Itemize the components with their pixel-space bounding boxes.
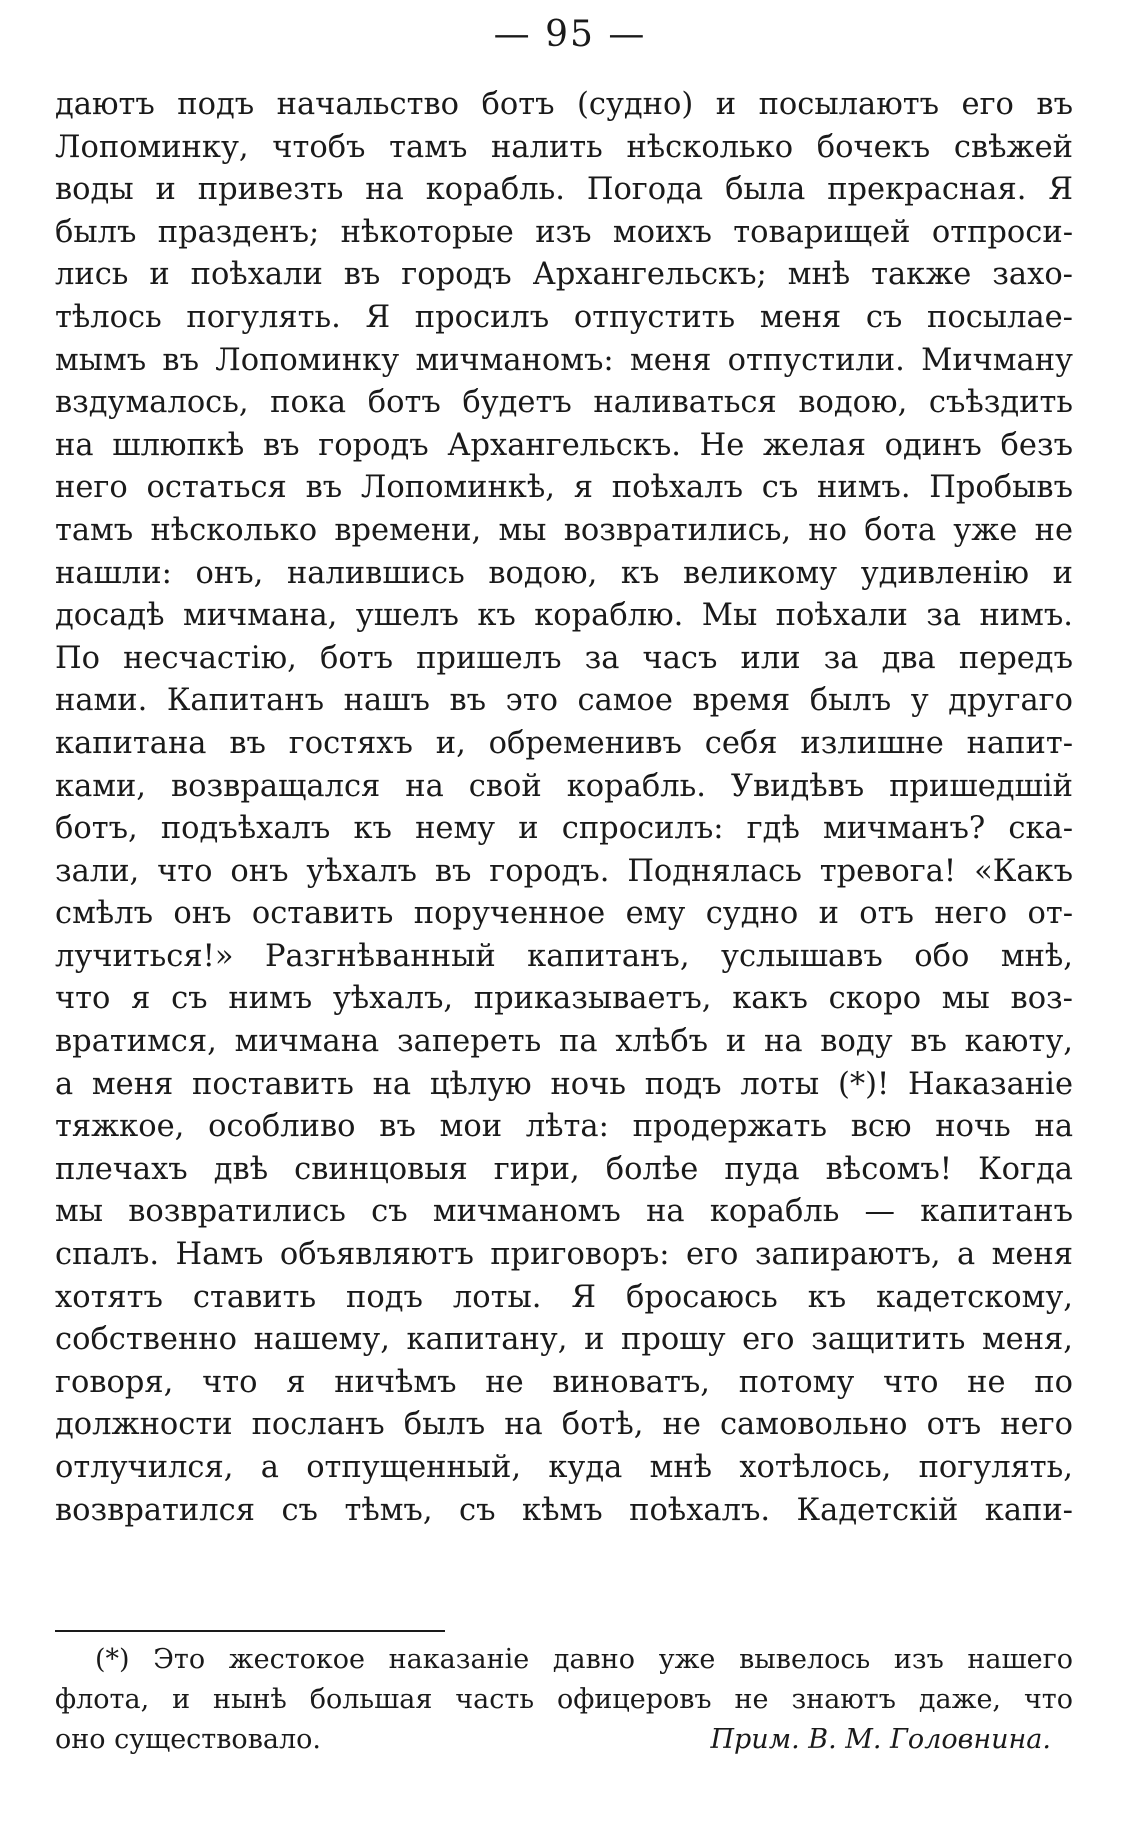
footnote-line: флота, и нынѣ большая часть офицеровъ не знаютъ даже, что [55,1684,1073,1715]
footnote-divider [55,1630,445,1632]
text-line: лись и поѣхали въ городъ Архангельскъ; мнѣ также захо- [55,257,1073,293]
text-line: былъ празденъ; нѣкоторые изъ моихъ товарищей отпроси- [55,214,1073,250]
footnote [55,1640,1073,1760]
text-line: тамъ нѣсколько времени, мы возвратились, но бота уже не [55,512,1073,548]
footnote-line: (*) Это жестокое наказаніе давно уже вывелось изъ нашего [95,1644,1073,1675]
text-line: нами. Капитанъ нашъ въ это самое время былъ у другаго [55,683,1073,719]
text-line: досадѣ мичмана, ушелъ къ кораблю. Мы поѣхали за нимъ. [55,598,1073,634]
text-line: хотятъ ставить подъ лоты. Я бросаюсь къ кадетскому, [55,1279,1073,1315]
text-line: ботъ, подъѣхалъ къ нему и спросилъ: гдѣ мичманъ? ска- [55,811,1073,847]
text-line: ками, возвращался на свой корабль. Увидѣвъ пришедшій [55,768,1073,804]
text-line: должности посланъ былъ на ботѣ, не самовольно отъ него [55,1407,1073,1443]
text-line: него остаться въ Лопоминкѣ, я поѣхалъ съ нимъ. Пробывъ [55,470,1073,506]
text-line: тяжкое, особливо въ мои лѣта: продержать всю ночь на [55,1109,1073,1145]
text-line: плечахъ двѣ свинцовыя гири, болѣе пуда вѣсомъ! Когда [55,1151,1073,1187]
footnote-attribution: Прим. В. М. Головнина. [710,1724,1051,1755]
text-line: собственно нашему, капитану, и прошу его защитить меня, [55,1322,1073,1358]
footnote-line: оно существовало. [55,1724,321,1755]
text-line: отлучился, а отпущенный, куда мнѣ хотѣлось, погулять, [55,1450,1073,1485]
footnote-last-line [55,1720,1073,1760]
text-line: а меня поставить на цѣлую ночь подъ лоты (*)! Наказаніе [55,1066,1073,1102]
main-text [55,84,1073,1532]
text-line: на шлюпкѣ въ городъ Архангельскъ. Не желая одинъ безъ [55,427,1073,463]
text-line: лучиться!» Разгнѣванный капитанъ, услышавъ обо мнѣ, [55,938,1073,974]
text-line: нашли: онъ, налившись водою, къ великому удивленію и [55,555,1073,591]
text-line: говоря, что я ничѣмъ не виноватъ, потому что не по [55,1364,1073,1400]
text-line: вратимся, мичмана запереть па хлѣбъ и на воду въ каюту, [55,1024,1073,1060]
text-line: что я съ нимъ уѣхалъ, приказываетъ, какъ скоро мы воз- [55,981,1073,1017]
page-number: — 95 — [493,14,647,55]
text-line: тѣлось погулять. Я просилъ отпустить меня съ посылае- [55,299,1073,335]
text-line: спалъ. Намъ объявляютъ приговоръ: его запираютъ, а меня [55,1237,1073,1273]
text-line: зали, что онъ уѣхалъ въ городъ. Поднялась тревога! «Какъ [55,853,1073,889]
text-line: даютъ подъ начальство ботъ (судно) и посылаютъ его въ [55,87,1073,122]
text-line: смѣлъ онъ оставить порученное ему судно и отъ него от- [55,896,1073,932]
text-line: мымъ въ Лопоминку мичманомъ: меня отпустили. Мичману [55,342,1073,378]
text-line: вздумалось, пока ботъ будетъ наливаться водою, съѣздить [55,385,1073,421]
text-line: капитана въ гостяхъ и, обременивъ себя излишне напит- [55,725,1073,761]
text-line: мы возвратились съ мичманомъ на корабль — капитанъ [55,1194,1073,1230]
text-line: возвратился съ тѣмъ, съ кѣмъ поѣхалъ. Кадетскій капи- [55,1492,1073,1528]
text-line: воды и привезть на корабль. Погода была прекрасная. Я [55,172,1073,208]
text-line: Лопоминку, чтобъ тамъ налить нѣсколько бочекъ свѣжей [55,129,1073,165]
text-line: По несчастію, ботъ пришелъ за часъ или за два передъ [55,640,1073,676]
